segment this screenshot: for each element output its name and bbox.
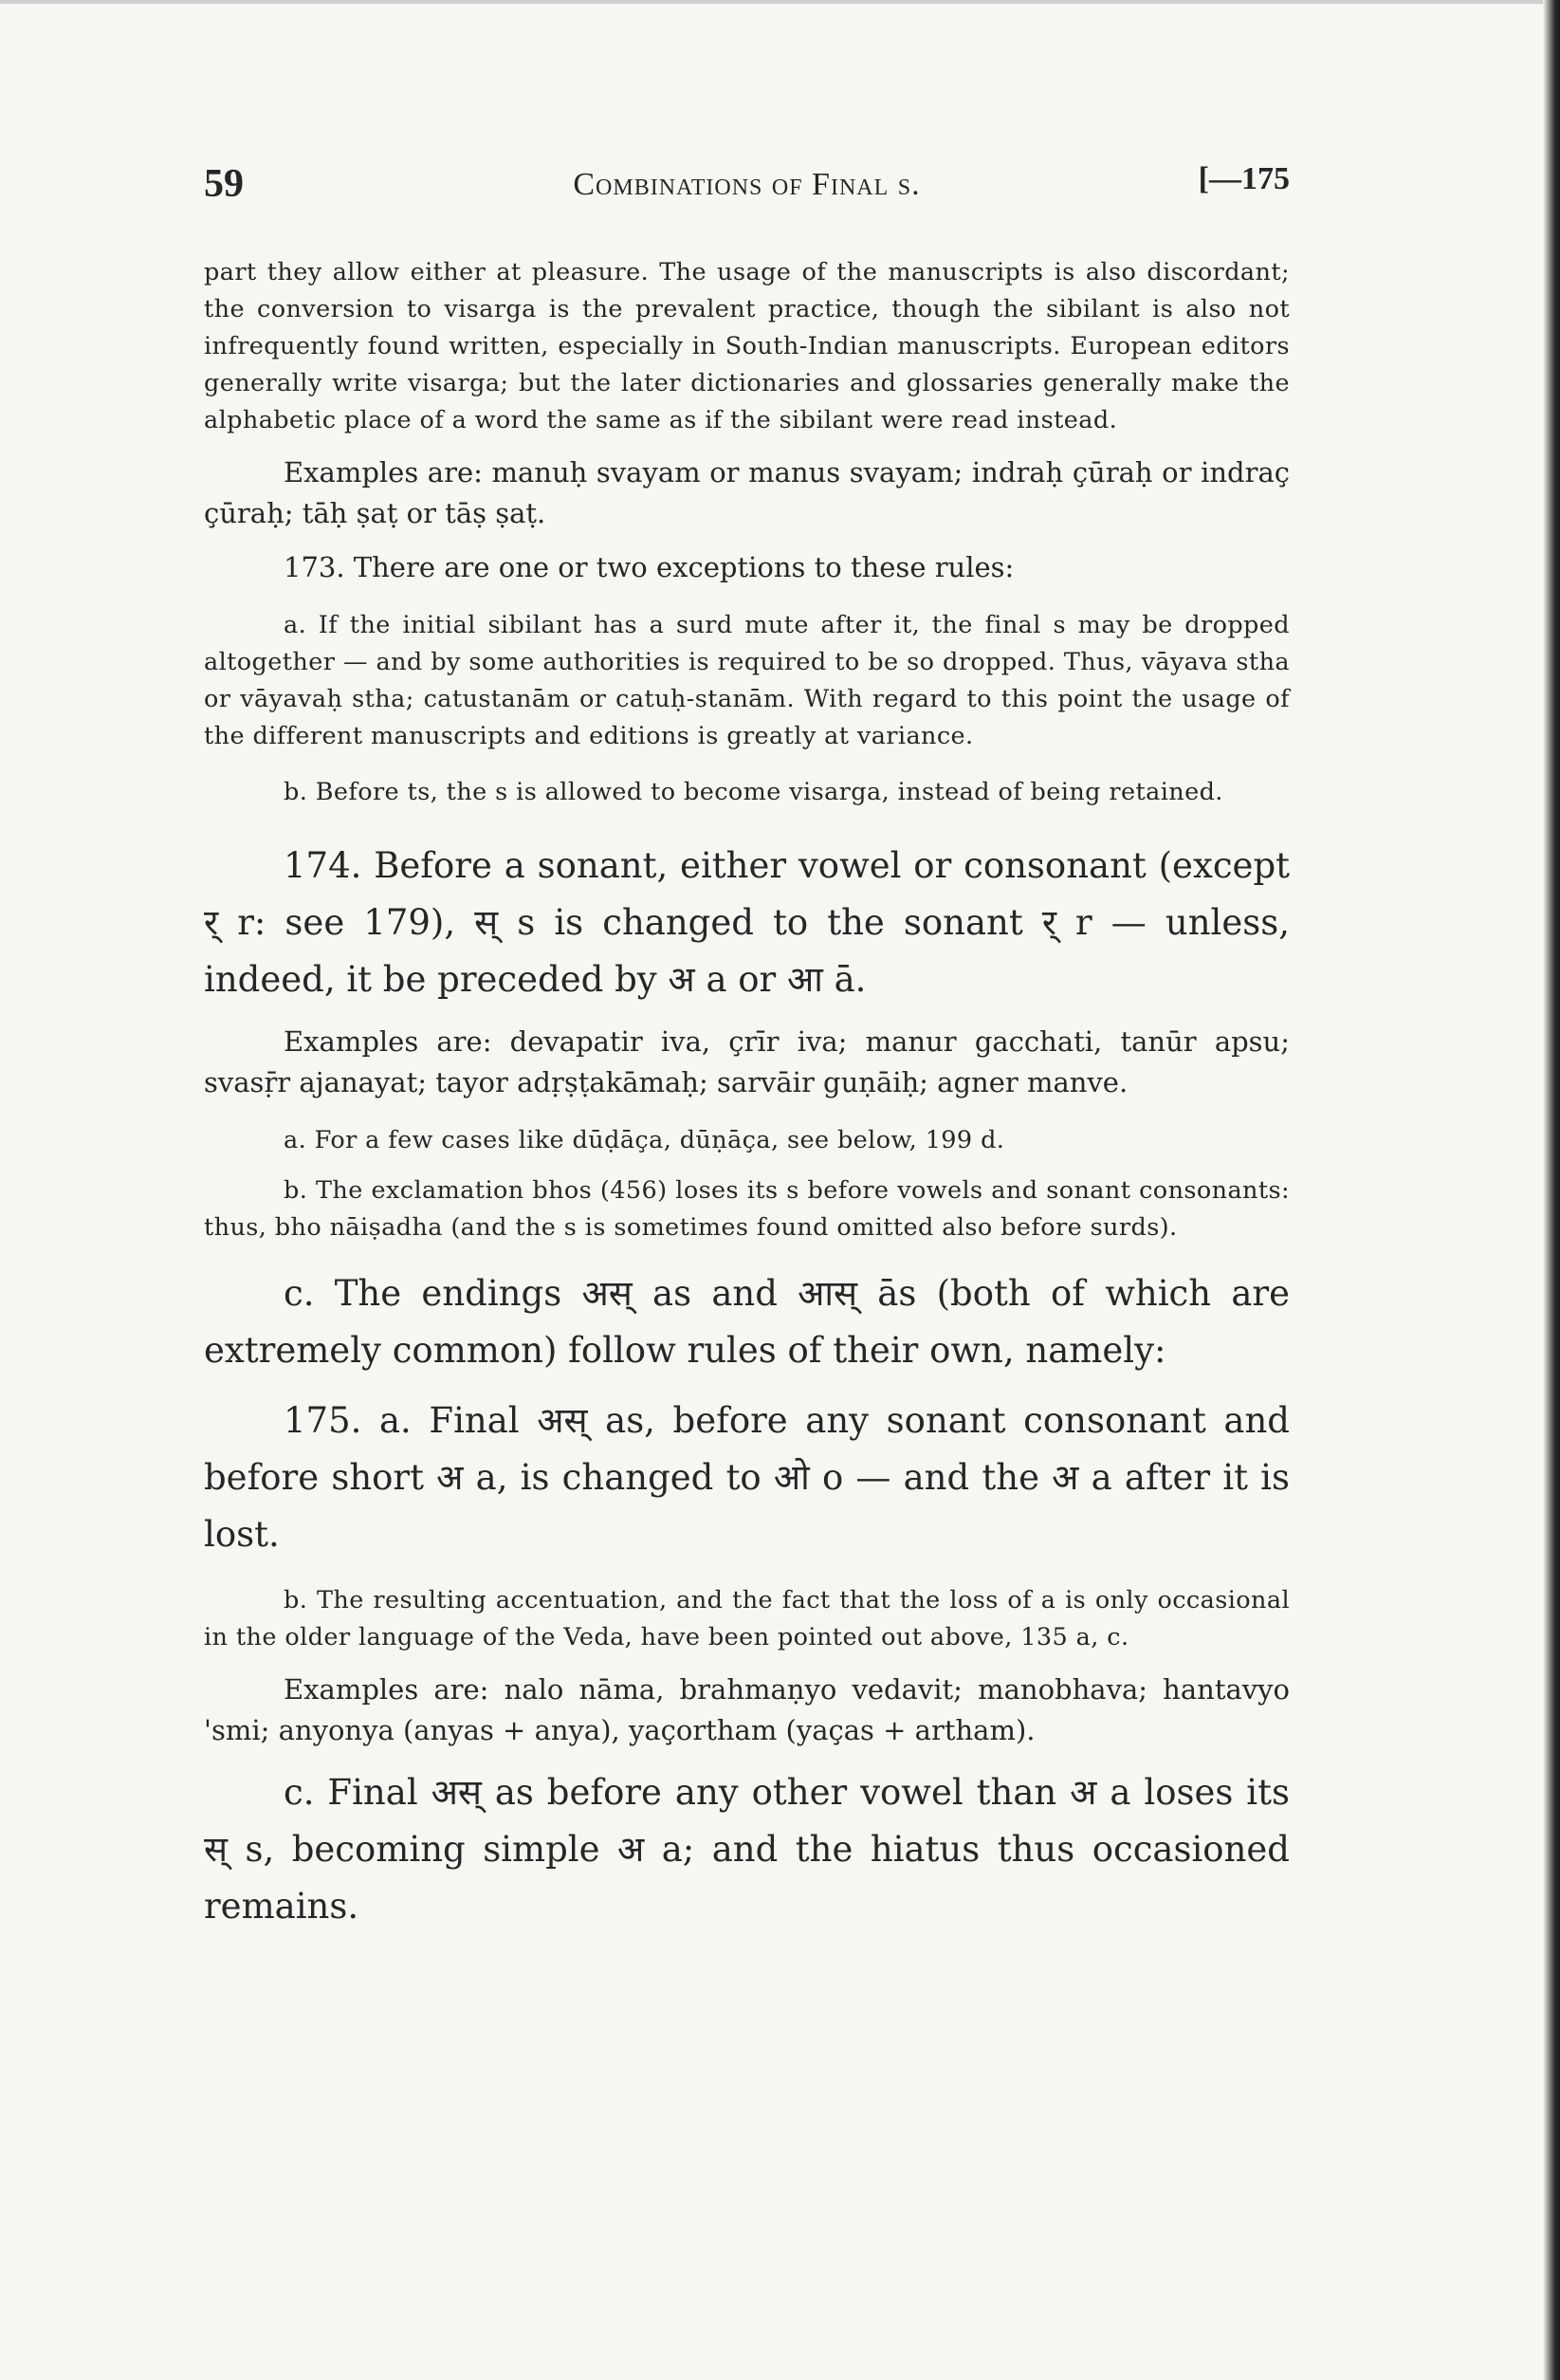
running-head — [204, 161, 1290, 218]
book-page — [204, 161, 1290, 1935]
running-title: Combinations of Final s. — [573, 167, 921, 202]
paragraph-173b: b. Before ts, the s is allowed to become visarga, instead of being retained. — [284, 778, 1223, 806]
paragraph-175a: 175. a. Final अस् as, before any sonant consonant and before short अ a, is changed to ओ o — and the अ a after it is lost. — [204, 1400, 1290, 1555]
paragraph-173: 173. There are one or two exceptions to these rules: — [284, 551, 1015, 583]
paragraph-examples-175: Examples are: nalo nāma, brahmaṇyo vedavit; manobhava; hantavyo 'smi; anyonya (anyas + anya), yaçortham (yaças + artham). — [204, 1673, 1290, 1746]
paragraph-examples-172: Examples are: manuḥ svayam or manus svayam; indraḥ çūraḥ or indraç çūraḥ; tāḥ ṣaṭ or tāṣ ṣaṭ. — [204, 456, 1290, 529]
page-number: 59 — [204, 162, 244, 206]
paragraph-examples-174: Examples are: devapatir iva, çrīr iva; manur gacchati, tanūr apsu; svasṝr ajanayat; tayor adṛṣṭakāmaḥ; sarvāir guṇāiḥ; agner manve. — [204, 1025, 1290, 1098]
paragraph-174: 174. Before a sonant, either vowel or consonant (except र् r: see 179), स् s is changed to the sonant र् r — unless, indeed, it be preceded by अ a or आ ā. — [204, 845, 1290, 1000]
paragraph-175c: c. Final अस् as before any other vowel than अ a loses its स् s, becoming simple अ a; and the hiatus thus occasioned remains. — [204, 1772, 1290, 1927]
paragraph-173a: a. If the initial sibilant has a surd mute after it, the final s may be dropped altogether — and by some authorities is required to be so dropped. Thus, vāyava stha or vāyavaḥ stha; catustanām or catuḥ-stanām. With regard to this point the usage of the different manuscripts and editions is greatly at variance. — [204, 611, 1290, 750]
paragraph-174b: b. The exclamation bhos (456) loses its s before vowels and sonant consonants: thus, bho nāiṣadha (and the s is sometimes found omitted also before surds). — [204, 1176, 1290, 1242]
paragraph-174a: a. For a few cases like dūḍāça, dūṇāça, see below, 199 d. — [284, 1126, 1005, 1154]
paragraph-continuation: part they allow either at pleasure. The usage of the manuscripts is also discordant; the conversion to visarga is the prevalent practice, though the sibilant is also not infrequently found written, especially in South-Indian manuscripts. European editors generally write visarga; but the later dictionaries and glossaries generally make the alphabetic place of a word the same as if the sibilant were read instead. — [204, 258, 1290, 434]
paragraph-174c: c. The endings अस् as and आस् ās (both of which are extremely common) follow rules of their own, namely: — [204, 1273, 1290, 1371]
paragraph-175b: b. The resulting accentuation, and the fact that the loss of a is only occasional in the older language of the Veda, have been pointed out above, 135 a, c. — [204, 1586, 1290, 1651]
page-binding-edge — [1543, 0, 1560, 2380]
section-reference: [—175 — [1198, 161, 1290, 196]
page-top-edge — [0, 0, 1560, 4]
